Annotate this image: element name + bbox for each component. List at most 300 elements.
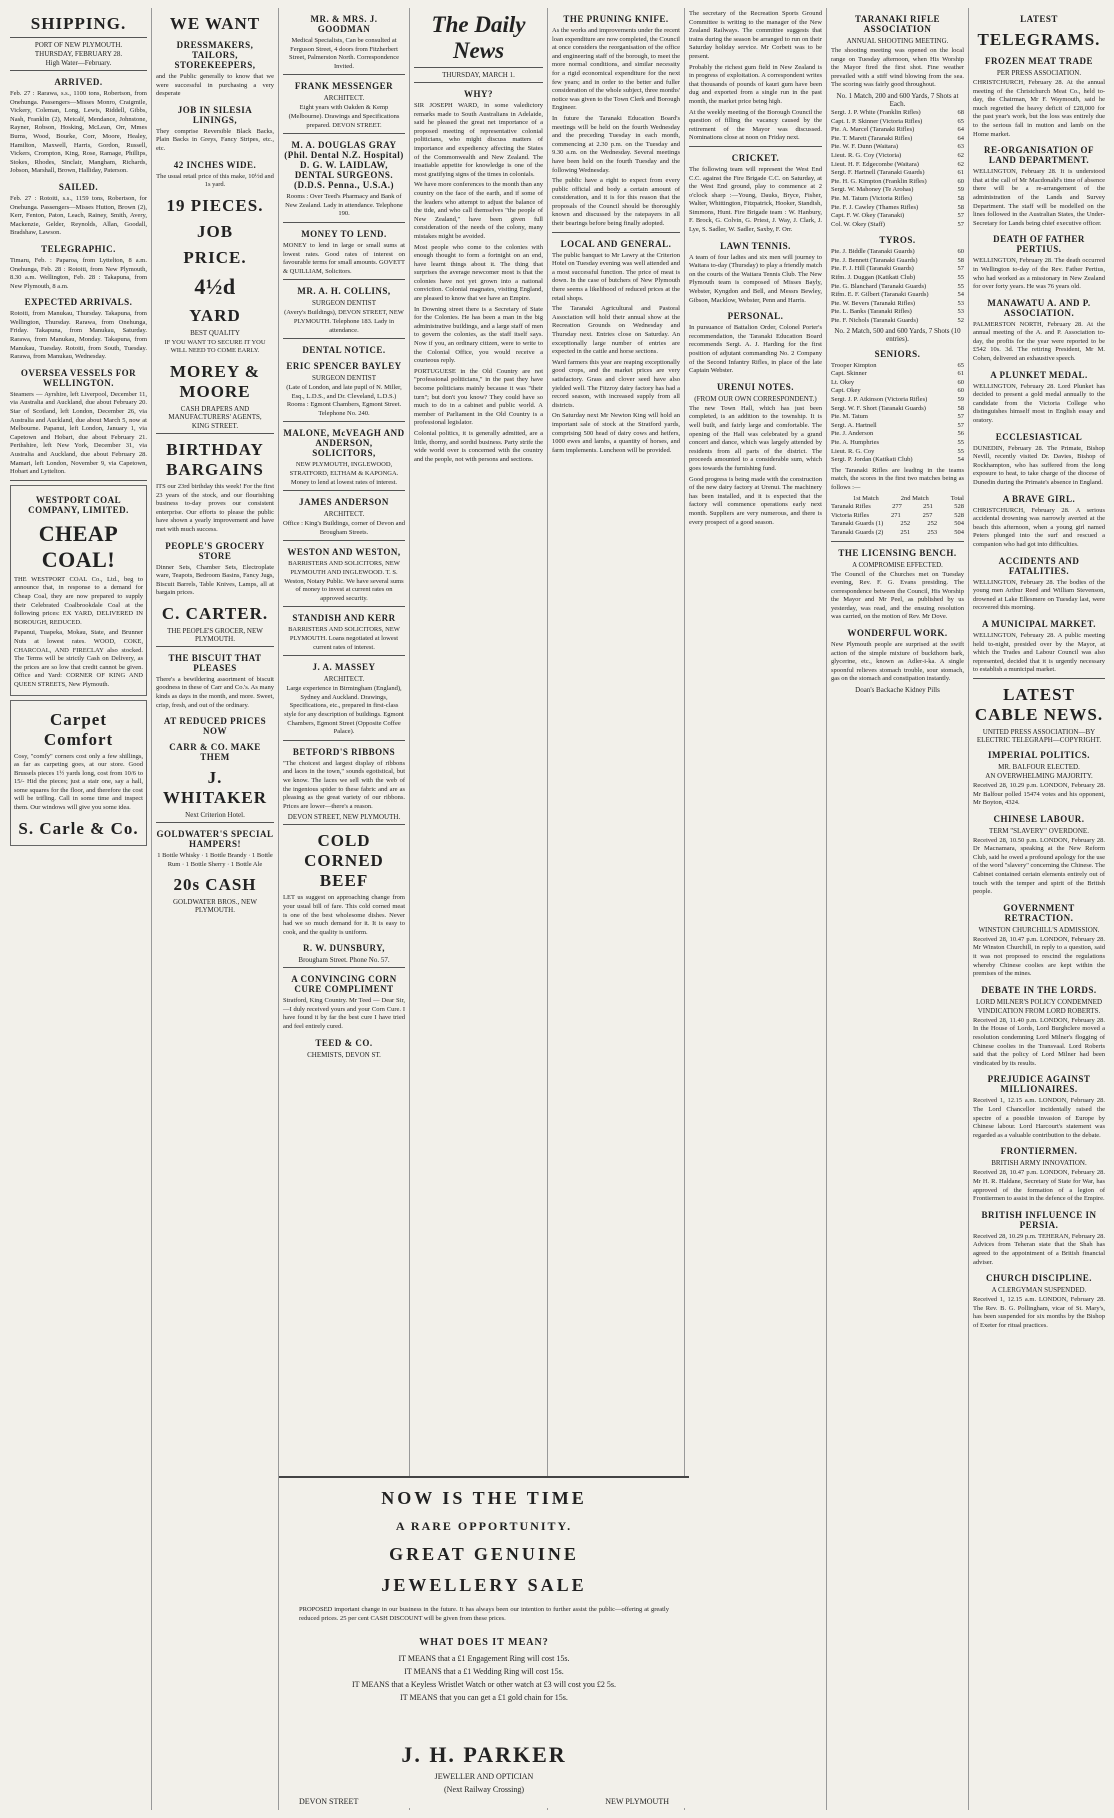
lords-text: Received 28, 11.40 p.m. LONDON, February 28. In the House of Lords, Lord Burghclere moved a resolution condemning Lord Milner's flogging of Chinese coolies in the Transvaal. Lord Roberts said that the policy of Lord Milner had been vindicated by its results. xyxy=(973,1016,1105,1067)
score-name: Rifm. E. F. Gilbert (Taranaki Guards) xyxy=(831,291,929,299)
reorg-text: WELLINGTON, February 28. It is understood that at the call of Mr Macdonald's time of absence there will be a re-arrangement of the administration of the Lands and Survey Department. The staff will be modelled on the lines followed in the Australian States, the Under-Secretary for Lands being chief executive officer. xyxy=(973,168,1105,227)
local-text-2: The Taranaki Agricultural and Pastoral Association will hold their annual show at the Recreation Grounds on Wednesday and Thursday next. Entries close on Saturday. An exceptionally large number of entries are expected in the cattle and horse sections. xyxy=(552,305,680,356)
score-name: Sergt. P. Jordan (Katikati Club) xyxy=(831,456,913,464)
job-heading: JOB xyxy=(196,221,234,241)
score-name: Pte. T. Marett (Taranaki Rifles) xyxy=(831,134,913,142)
whitaker-sub: Next Criterion Hotel. xyxy=(185,811,245,820)
score-value: 55 xyxy=(957,438,964,446)
accidents-text: WELLINGTON, February 28. The bodies of the young men Arthur Reed and William Stevenson, drowned at Lake Ellesmere on Tuesday last, were recovered this morning. xyxy=(973,578,1105,612)
score-name: Pte. L. Banks (Taranaki Rifles) xyxy=(831,308,912,316)
score-row xyxy=(831,169,964,178)
score-value: 60 xyxy=(957,248,964,256)
birthday-text: ITS our 23rd birthday this week! For the first 23 years of the stock, and our flourishing business to-day proves our consistent enterprise. Our efforts to please the public have shown a yearly improvement and have met with much success. xyxy=(156,482,274,533)
score-name: Rifm. J. Duggan (Katikati Club) xyxy=(831,274,916,282)
corned-text: LET us suggest on approaching change from your usual bill of fare. This cold corned meat is one of the best wholesome dishes. Never had we so much demand for it. It is easy to cook, and the quality is uniform. xyxy=(283,894,405,936)
chinese-text: Received 28, 10.50 p.m. LONDON, February 28. Dr Macnamara, speaking at the New Reform Club, said he owed a profound apology for the use of the word "slavery" concerning the Chinese. The Cabinet contained certain elements entirely out of touch with the temper and spirit of the British people. xyxy=(973,836,1105,896)
wonderful-heading: WONDERFUL WORK. xyxy=(847,628,948,639)
reorg-heading: RE-ORGANISATION OF LAND DEPARTMENT. xyxy=(983,145,1095,166)
plunket-text: WELLINGTON, February 28. Lord Plunket has decided to present a gold medal annually to the candidate from the Victoria College who distinguishes himself most in English essay and oratory. xyxy=(973,382,1105,425)
score-value: 65 xyxy=(957,361,964,369)
score-value: 58 xyxy=(957,203,964,211)
proposal-text: PROPOSED important change in our business in the future. It has always been our intention to further assist the public—offering at greatly reduced prices. 25 per cent CASH DISCOUNT will be given from these prices. xyxy=(299,1606,669,1622)
dunsbury-heading: R. W. DUNSBURY, xyxy=(302,943,386,954)
score-value: 57 xyxy=(957,413,964,421)
ribbons-heading: BETFORD'S RIBBONS xyxy=(292,746,396,757)
score-row xyxy=(831,221,964,230)
usual-price-text: The usual retail price of this make, 10½d and 1s yard. xyxy=(156,172,274,189)
balfour-text: Received 28, 10.29 p.m. LONDON, February 28. Mr Balfour polled 15474 votes and his opponent, Mr Boyton, 4324. xyxy=(973,781,1105,807)
yard-heading: YARD xyxy=(189,305,241,325)
brave-text: CHRISTCHURCH, February 28. A serious accidental drowning was narrowly averted at the beach this afternoon, when a young girl named Peters plunged into the surf and rescued a companion who had got into difficulties. xyxy=(973,506,1105,548)
convincing-heading: A CONVINCING CORN CURE COMPLIMENT xyxy=(291,974,397,995)
westport-coal-ad xyxy=(10,485,147,696)
score-row xyxy=(831,109,964,118)
score-row xyxy=(831,379,964,388)
rifle-subtitle: ANNUAL SHOOTING MEETING. xyxy=(846,37,949,45)
team-cell-t: 528 xyxy=(954,503,964,511)
sailed-text: Feb. 27 : Rotoiti, s.s., 1159 tons, Robertson, for Onehunga. Passengers—Misses Hutton, Brown (2), Kerr, Fenton, Paton, Leach, Rainey, Smith, Avery, Mackenzie, Gelder, Reynolds, Allan, Goodall, Bradshaw, Lawson. xyxy=(10,194,147,237)
laidlaw-heading: M. A. DOUGLAS GRAY (Phil. Dental N.Z. Hospital) D. G. W. LAIDLAW, DENTAL SURGEONS. (D.D.S. Penna., U.S.A.) xyxy=(284,140,404,191)
port-name: PORT OF NEW PLYMOUTH. xyxy=(34,41,123,49)
team-cell-b: 253 xyxy=(927,528,938,536)
messenger-heading: FRANK MESSENGER xyxy=(294,81,394,92)
team-cell-a: 252 xyxy=(900,520,911,528)
municipal-heading: A MUNICIPAL MARKET. xyxy=(982,618,1096,629)
pruning-text-2: In future the Taranaki Education Board's meetings will be held on the fourth Wednesday and the preceding Tuesday in each month, commencing at 2.30 p.m. on the Tuesday and 9.30 a.m. on the Wednesday. Several meetings have been held on the fourth Tuesday and the following Wednesday. xyxy=(552,114,680,174)
doans-text: Doan's Backache Kidney Pills xyxy=(855,686,940,695)
licensing-sub: A COMPROMISE EFFECTED. xyxy=(852,560,943,569)
teams-intro: The Taranaki Rifles are leading in the teams match, the scores in the first two matches being as follows :— xyxy=(831,466,964,491)
accidents-heading: ACCIDENTS AND FATALITIES. xyxy=(998,555,1080,576)
column-drapery-ads xyxy=(152,8,279,1810)
clergyman-heading: A CLERGYMAN SUSPENDED. xyxy=(991,1286,1087,1295)
best-quality: BEST QUALITY xyxy=(190,328,240,337)
vindication-heading: VINDICATION FROM LORD ROBERTS. xyxy=(977,1006,1101,1015)
carpet-text: Cosy, "comfy" corners cost only a few shillings, as far as carpeting goes, at our store. Good Brussels pieces 1½ yards long, cost from 10/6 to 15/- Hid the pieces; just a stair one, say a hall, some squares for the floor, and therefore the cost will be trifling. Call in some time and inspect them. Our windows will give you some idea. xyxy=(14,752,143,812)
cricket-text: The following team will represent the West End C.C. against the Fire Brigade C.C. on Saturday, at the West End ground, play to commence at 2 o'clock sharp :—Young, Dauks, Bryce, Fisher, Walter, Whittington, Fitzpatrick, Hooker, Standish, Simmons, Hunt. Fire Brigade team : W. Hanbury, F. Brock, G. Colvin, G. Priest, J. Way, J. Clark, J. Lye, S. Sadler, W. Sadler, Saxby, F. Orr. xyxy=(689,165,822,234)
score-row xyxy=(831,283,964,292)
massey-heading: J. A. MASSEY xyxy=(312,662,376,673)
score-value: 53 xyxy=(957,308,964,316)
team-cell-t: 504 xyxy=(954,520,964,528)
score-row xyxy=(831,396,964,405)
score-row xyxy=(831,413,964,422)
team-row xyxy=(831,512,964,521)
weston-heading: WESTON AND WESTON, xyxy=(287,547,401,558)
score-name: Lieut. H. F. Edgecombe (Waitara) xyxy=(831,160,919,168)
ecclesiastical-heading: ECCLESIASTICAL xyxy=(995,431,1083,442)
dressmakers-heading: DRESSMAKERS, TAILORS, STOREKEEPERS, xyxy=(174,40,256,70)
prejudice-text: Received 1, 12.15 a.m. LONDON, February 28. The Lord Chancellor incidentally raised the spectre of a possible invasion of Europe by Chinese labour. Lord Harcourt's statement was regarded as a valuable contribution to the debate. xyxy=(973,1097,1105,1139)
birthday-heading: BIRTHDAY BARGAINS xyxy=(166,439,264,479)
frontiermen-heading: FRONTIERMEN. xyxy=(1000,1146,1078,1157)
score-name: Pte. W. Bevers (Taranaki Rifles) xyxy=(831,299,916,307)
biscuit-heading: THE BISCUIT THAT PLEASES xyxy=(168,652,262,673)
score-name: Capt. Skinner xyxy=(831,370,867,378)
inches-heading: 42 INCHES WIDE. xyxy=(173,159,257,170)
score-name: Pte. F. J. Hill (Taranaki Guards) xyxy=(831,265,914,273)
carpet-ad xyxy=(10,700,147,846)
bayley-heading: ERIC SPENCER BAYLEY xyxy=(286,361,402,372)
churchill-heading: WINSTON CHURCHILL'S ADMISSION. xyxy=(978,925,1100,934)
secure-text: IF YOU WANT TO SECURE IT YOU WILL NEED TO COME EARLY. xyxy=(164,338,266,355)
malone-heading: MALONE, McVEAGH AND ANDERSON, SOLICITORS, xyxy=(283,428,405,459)
score-value: 60 xyxy=(957,177,964,185)
score-row xyxy=(831,212,964,221)
hamper-items: 1 Bottle Whisky · 1 Bottle Brandy · 1 Bottle Rum · 1 Bottle Sherry · 1 Bottle Ale xyxy=(157,852,273,868)
westport-title: WESTPORT COAL COMPANY, LIMITED. xyxy=(28,494,129,515)
why-text-2: We have more conferences to the month than any country on the face of the earth, and if some of the leaders who attempt to adjust the balance of the tide, and who call themselves "the people of New Zealand," have been given full consideration of the needs of the colony, many mistakes might be avoided. xyxy=(414,181,543,240)
score-name: Pte. A. Marcel (Taranaki Rifles) xyxy=(831,126,915,134)
personal-heading: PERSONAL. xyxy=(727,311,784,322)
why-text: SIR JOSEPH WARD, in some valedictory remarks made to South Australians in Adelaide, said he pleased the great net importance of a proposed meeting of representative colonial politicians, who might discuss matters of importance and expediency affecting the States of the Commonwealth and New Zealand. The insatiable appetite for knowledge is one of the most gratifying signs of the times in colonials. xyxy=(414,102,543,178)
collins-sub: SURGEON DENTIST xyxy=(312,299,376,308)
job-silesia-heading: JOB IN SILESIA LININGS, xyxy=(177,104,253,125)
score-row xyxy=(831,257,964,266)
why-heading: WHY? xyxy=(464,89,493,99)
score-name: Pte. M. Tatum xyxy=(831,413,868,421)
overwhelming-heading: AN OVERWHELMING MAJORITY. xyxy=(985,771,1093,780)
retraction-heading: GOVERNMENT RETRACTION. xyxy=(1003,902,1075,923)
match1-heading: No. 1 Match, 200 and 600 Yards, 7 Shots at Each. xyxy=(836,91,959,108)
score-row xyxy=(831,248,964,257)
wonderful-text: New Plymouth people are surprised at the swift action of the simple mixture of buckthorn bark, glycerine, etc., known as Adler-i-ka. A single spoonful relieves stomach trouble, sour stomach, gas on the stomach and constipation instantly. xyxy=(831,641,964,683)
hamper-price: 20s CASH xyxy=(173,875,257,895)
score-value: 59 xyxy=(957,396,964,403)
score-value: 54 xyxy=(957,456,964,464)
score-name: Capt. Okey xyxy=(831,387,861,395)
job-text: They comprise Reversible Black Backs, Plain Backs in Greys, Fancy Stripes, etc., etc. xyxy=(156,127,274,152)
team-cell-name: Victoria Rifles xyxy=(831,511,870,519)
peoples-heading: PEOPLE'S GROCERY STORE xyxy=(165,540,265,561)
urenui-text-2: Good progress is being made with the construction of the new dairy factory at Urenui. The machinery has been installed, and it is expected that the factory will commence operations early next month. Suppliers are very numerous, and there is every prospect of a good season. xyxy=(689,475,822,526)
score-row xyxy=(831,422,964,431)
team-row xyxy=(831,529,964,538)
newspaper-masthead: The Daily News xyxy=(431,12,526,63)
score-value: 54 xyxy=(957,291,964,299)
firm-sub: CASH DRAPERS AND MANUFACTURERS' AGENTS, xyxy=(168,404,262,421)
parker-street-row xyxy=(279,1798,689,1807)
score-value: 57 xyxy=(957,421,964,429)
what-does-heading: WHAT DOES IT MEAN? xyxy=(419,1637,549,1649)
rifle-title: TARANAKI RIFLE ASSOCIATION xyxy=(854,14,941,34)
price-heading: PRICE. xyxy=(183,247,247,267)
high-water-heading: High Water—February. xyxy=(45,59,112,67)
malone-text: NEW PLYMOUTH, INGLEWOOD, STRATFORD, ELTHAM & KAPONGA. Money to lend at lowest rates of interest. xyxy=(289,461,399,486)
score-name: Capt. F. W. Okey (Taranaki) xyxy=(831,212,905,220)
imperial-heading: IMPERIAL POLITICS. xyxy=(987,749,1091,760)
laidlaw-text: Rooms : Over Teed's Pharmacy and Bank of New Zealand. Lady in attendance. Telephone 190. xyxy=(285,193,403,218)
bayley-sub: SURGEON DENTIST xyxy=(312,374,376,383)
carpet-firm: S. Carle & Co. xyxy=(18,818,139,838)
score-value: 61 xyxy=(957,169,964,177)
score-name: Pte. A. Humphries xyxy=(831,438,880,446)
morey-moore-firm: MOREY & MOORE xyxy=(170,361,260,401)
score-name: Pte. H. G. Kimpton (Franklin Rifles) xyxy=(831,177,927,185)
column-shipping xyxy=(6,8,152,1810)
manawatu-heading: MANAWATU A. AND P. ASSOCIATION. xyxy=(987,297,1091,318)
whitaker-heading: J. WHITAKER xyxy=(162,768,268,808)
team-cell-t: 504 xyxy=(954,528,964,536)
issue-date: THURSDAY, MARCH 1. xyxy=(442,71,515,79)
dental-heading: DENTAL NOTICE. xyxy=(302,345,386,356)
score-value: 53 xyxy=(957,299,964,307)
scores-list-3 xyxy=(831,362,964,465)
death-text: WELLINGTON, February 28. The death occurred in Wellington to-day of the Rev. Father Pertius, who had worked as a missionary in New Zealand for over forty years. He was 76 years old. xyxy=(973,257,1105,291)
score-value: 58 xyxy=(957,404,964,412)
score-name: Pte. M. Tatum (Victoria Rifles) xyxy=(831,194,912,202)
score-row xyxy=(831,178,964,187)
grocery-text: Dinner Sets, Chamber Sets, Electroplate ware, Teapots, Bedroom Basins, Fancy Jugs, Biscuit Barrels, Table Knives, Lamps, all at bargain prices. xyxy=(156,563,274,597)
team-cell-name: Taranaki Guards (2) xyxy=(831,528,884,536)
parker-heading: J. H. PARKER xyxy=(401,1742,567,1768)
match2-heading: No. 2 Match, 500 and 600 Yards, 7 Shots (10 entries). xyxy=(834,326,961,343)
seniors-heading: SENIORS. xyxy=(874,348,921,359)
score-value: 59 xyxy=(957,186,964,194)
team-cell-b: 251 xyxy=(923,503,933,511)
score-name: Lieut. R. G. Coy (Victoria) xyxy=(831,151,902,159)
score-row xyxy=(831,448,964,457)
teams-header-1: 1st Match xyxy=(852,494,879,502)
score-value: 57 xyxy=(957,212,964,220)
we-want-heading: WE WANT xyxy=(169,14,261,33)
score-value: 52 xyxy=(957,317,964,325)
score-name: Trooper Kimpton xyxy=(831,361,877,369)
shipping-date: THURSDAY, FEBRUARY 28. xyxy=(34,50,123,58)
score-name: Sergt. F. Hartnell (Taranaki Guards) xyxy=(831,169,925,177)
score-value: 56 xyxy=(957,430,964,438)
oversea-heading: OVERSEA VESSELS FOR WELLINGTON. xyxy=(20,367,137,388)
team-row xyxy=(831,503,964,512)
brave-heading: A BRAVE GIRL. xyxy=(1002,493,1076,504)
jewellery-sale-ad xyxy=(279,1476,689,1808)
score-value: 55 xyxy=(957,282,964,290)
telegraphic-heading: TELEGRAPHIC. xyxy=(41,243,116,254)
score-value: 58 xyxy=(957,256,964,264)
score-row xyxy=(831,300,964,309)
ribbons-address: DEVON STREET, NEW PLYMOUTH. xyxy=(287,813,401,822)
biscuit-text: There's a bewildering assortment of biscuit goodness in these of Carr and Co.'s. As many kinds as days in the month, and more. Sweet, crisp, fresh, and out of the ordinary. xyxy=(156,675,274,709)
teams-header-row xyxy=(831,495,964,504)
standish-heading: STANDISH AND KERR xyxy=(292,613,396,624)
frozen-heading: FROZEN MEAT TRADE xyxy=(984,56,1093,66)
scores-list-1 xyxy=(831,109,964,229)
secretary-text: The secretary of the Recreation Sports Ground Committee is writing to the manager of the New Zealand Railways. The committee suggests that trains during the season be arranged to run on their Saturday holiday service. Mr Corbett was to be present. xyxy=(689,10,822,60)
dress-text: and the Public generally to know that we were successful in purchasing a very desperate xyxy=(156,73,274,98)
rare-heading: A RARE OPPORTUNITY. xyxy=(395,1519,573,1533)
pruning-text-3: The public have a right to expect from every public official and body a certain amount of consideration, and it is for this reason that the proposals of the Council should be thoroughly known and discussed by the ratepayers in all their bearings before being finally adopted. xyxy=(552,177,680,228)
pruning-text: As the works and improvements under the recent loan expenditure are now completed, the Council at once considers the reorganisation of the office and engineering staff of the borough, to meet the more normal conditions, and similar necessity for a rigid economical expenditure for the next few years; and in order to the better and fuller consideration of the whole subject, three months' notice was given to the Town Clerk and Borough Engineer. xyxy=(552,27,680,112)
messenger-text: Eight years with Oakden & Kemp (Melbourne). Drawings and Specifications prepared. DEVON STREET. xyxy=(288,104,400,129)
score-value: 55 xyxy=(957,447,964,455)
messenger-sub: ARCHITECT. xyxy=(323,94,365,103)
teed-heading: TEED & CO. xyxy=(315,1037,373,1048)
score-name: Sergt. J. P. White (Franklin Rifles) xyxy=(831,108,921,116)
telegrams-heading: TELEGRAMS. xyxy=(977,30,1101,49)
tyros-heading: TYROS. xyxy=(879,235,916,246)
score-row xyxy=(831,118,964,127)
church-text: Received 1, 12.15 a.m. LONDON, February 28. The Rev. B. G. Pollingham, vicar of St. Mary's, has been suspended for six months by the Bishop of Exeter for ritual practices. xyxy=(973,1296,1105,1329)
arrived-text: Feb. 27 : Rarawa, s.s., 1100 tons, Robertson, from Onehunga. Passengers—Misses Monro, Craigmile, Vickery, Coleman, Long, Lewis, Riddell, Gibbs, Nash, Franklin (2), Metcalf, Mendance, Johnstone, Rayner, Robson, Hosking, McLean, Orr, Mmes Burns, Wood, Bourke, Corr, Moore, Healey, Hamilton, Maxwell, Harris, Gordon, Russell, Vickers, Crompton, King, Rose, Ramage, Phillips, Stokes, Rhodes, Sinclair, Mangham, Richards, Jobson, Marshall, Brown, Halliday, Paterson. xyxy=(10,90,147,175)
score-row xyxy=(831,195,964,204)
bayley-text: (Late of London, and late pupil of N. Miller, Esq., L.D.S., and Dr. Cleveland, L.D.S.) Rooms : Egmont Chambers, Egmont Street. Telephone No. 240. xyxy=(286,384,402,417)
score-row xyxy=(831,317,964,326)
urenui-sub: (FROM OUR OWN CORRESPONDENT.) xyxy=(694,394,817,403)
score-row xyxy=(831,143,964,152)
church-heading: CHURCH DISCIPLINE. xyxy=(985,1273,1092,1284)
team-cell-b: 257 xyxy=(922,511,933,519)
score-value: 55 xyxy=(957,274,964,282)
score-row xyxy=(831,152,964,161)
score-row xyxy=(831,308,964,317)
score-row xyxy=(831,274,964,283)
money-text: MONEY to lend in large or small sums at lowest rates. Good rates of interest on favourable terms for small amounts. GOVETT & QUILLIAM, Solicitors. xyxy=(283,241,405,275)
licensing-heading: THE LICENSING BENCH. xyxy=(838,547,957,558)
score-value: 68 xyxy=(957,108,964,116)
score-value: 57 xyxy=(957,265,964,273)
oversea-text: Steamers — Ayrshire, left Liverpool, December 11, via Australia and Auckland, due about February 20. Star of Scotland, left London, December 26, via Australia and Auckland, due about March 5, now at Melbourne. Papanui, left London, January 1, via Capetown and Hobart, due about February 21. Perthshire, left New York, December 31, via Australia and Auckland, due about February 28. Mamari, left London, November 9, via Capetown, Hobart and Lyttelton. xyxy=(10,390,147,476)
municipal-text: WELLINGTON, February 28. A public meeting held to-night, presided over by the Mayor, at which the Trades and Labour Council was also represented, decided that it is urgently necessary to establish a municipal market. xyxy=(973,631,1105,674)
secretary-text-2: Probably the richest gum field in New Zealand is in progress of exploitation. A correspondent writes that thousands of pounds of kauri gum have been dug and exported from a single run in the past month, the market price being high. xyxy=(689,63,822,105)
score-value: 65 xyxy=(957,117,964,125)
urenui-heading: URENUI NOTES. xyxy=(716,381,794,392)
personal-text: In pursuance of Battalion Order, Colonel Porter's recommendation, the Taranaki Education Board recommends Sergt. A. J. Harding for the first position of adjutant commanding No. 2 Company of the Second Infantry Rifles, in place of the late Captain Webster. xyxy=(689,324,822,375)
churchill-text: Received 28, 10.47 p.m. LONDON, February 28. Mr Winston Churchill, in reply to a question, said it was not proposed to rescind the regulations whereby Chinese coolies are kept within the premises of the mines. xyxy=(973,935,1105,978)
score-name: Pte. J. Biddle (Taranaki Guards) xyxy=(831,248,915,256)
press-association-1: PER PRESS ASSOCIATION. xyxy=(996,69,1082,77)
why-text-5: PORTUGUESE in the Old Country are not "professional politicians," in the past they have become politicians mainly because it was "their turn"; but don't you know? They could have so much to do in a cabinet and public world. A member of Parliament in the Old Country is a professional legislator. xyxy=(414,367,543,427)
score-row xyxy=(831,126,964,135)
chinese-heading: CHINESE LABOUR. xyxy=(993,813,1085,824)
secretary-text-3: At the weekly meeting of the Borough Council the question of filling the vacancy caused by the retirement of the Mayor was discussed. Nominations close at noon on Friday next. xyxy=(689,108,822,142)
parker-sub: JEWELLER AND OPTICIAN xyxy=(434,1772,534,1782)
column-rifle-association xyxy=(827,8,969,1810)
reduced-heading: AT REDUCED PRICES NOW xyxy=(163,716,267,737)
scores-list-2 xyxy=(831,248,964,325)
score-row xyxy=(831,186,964,195)
teams-header-3: Total xyxy=(950,494,964,502)
score-value: 60 xyxy=(957,387,964,395)
why-text-4: In Downing street there is a Secretary of State for the Colonies. He has been a man in the big administrative buildings, and a large staff of men to govern the colonies, as the staff itself says. Now if you, an ordinary citizen, were to write to the Colonial Office, you would receive a courteous reply. xyxy=(414,305,543,365)
firm-address: KING STREET. xyxy=(191,421,239,430)
score-name: Pte. J. Anderson xyxy=(831,430,874,438)
team-cell-name: Taranaki Guards (1) xyxy=(831,520,884,528)
score-row xyxy=(831,439,964,448)
score-name: Capt. I. P. Skinner (Victoria Rifles) xyxy=(831,117,923,125)
score-name: Pte. W. F. Dunn (Waitara) xyxy=(831,143,899,151)
score-row xyxy=(831,265,964,274)
corned-heading: COLD CORNED BEEF xyxy=(304,831,384,891)
score-row xyxy=(831,161,964,170)
collins-heading: MR. A. H. COLLINS, xyxy=(297,286,391,297)
carr-heading: CARR & CO. MAKE THEM xyxy=(169,742,261,763)
score-value: 61 xyxy=(957,370,964,378)
coal-text-2: Papanui, Tuapeka, Mokau, State, and Brunner Nuts at lowest rates. WOOD, COKE, CHARCOAL, AND FIRECLAY also stocked. The Terms will be strictly Cash on Delivery, as the prices are so low that credit cannot be given. Office and Yard: CORNER OF KING AND QUEEN STREETS, New Plymouth. xyxy=(14,629,143,688)
tennis-heading: LAWN TENNIS. xyxy=(720,240,791,251)
carpet-title: Carpet Comfort xyxy=(43,709,114,749)
telegraphic-text: Timaru, Feb. : Paparoa, from Lyttelton, 8 a.m. Onehunga, Feb. 28 : Rotoiti, from New Plymouth, 8.30 a.m. Wellington, Feb. 28 : Takapuna, from New Plymouth, 8 a.m. xyxy=(10,256,147,290)
money-heading: MONEY TO LEND. xyxy=(301,228,387,239)
death-heading: DEATH OF FATHER PERTIUS. xyxy=(993,234,1085,255)
score-name: Sergt. A. Hartnell xyxy=(831,421,877,429)
team-cell-a: 277 xyxy=(892,503,902,511)
street-left: DEVON STREET xyxy=(299,1797,359,1807)
why-text-6: Colonial politics, it is generally admitted, are a little, thorny, and sordid business. Party strife the wide world over is concerned with the country and the people, not with persons and sections. xyxy=(414,429,543,463)
expected-heading: EXPECTED ARRIVALS. xyxy=(24,297,133,308)
collins-text: (Avery's Buildings), DEVON STREET, NEW PLYMOUTH. Telephone 183. Lady in attendance. xyxy=(284,309,404,334)
eccl-text: DUNEDIN, February 28. The Primate, Bishop Nevill, recently visited Dr. Davies, Bishop of Rockhampton, who has suffered from the long exposure to heat, to take charge of the diocese of Dunedin during the Primate's absence in England. xyxy=(973,444,1105,486)
carter-heading: C. CARTER. xyxy=(161,603,269,623)
now-is-heading: NOW IS THE TIME xyxy=(381,1488,587,1508)
licensing-text: The Council of the Churches met on Tuesday evening, Rev. F. G. Evans presiding. The correspondence between the Council, His Worship the Mayor and Mr Peel, as published by us yesterday, was read, and the ensuing resolution was carried, on the motion of Rev. Mr Dove. xyxy=(831,570,964,621)
carter-sub: THE PEOPLE'S GROCER, NEW PLYMOUTH. xyxy=(167,626,263,643)
goodman-heading: MR. & MRS. J. GOODMAN xyxy=(310,14,378,34)
score-value: 58 xyxy=(957,194,964,202)
milner-heading: LORD MILNER'S POLICY CONDEMNED xyxy=(975,997,1103,1006)
means-3: IT MEANS that a Keyless Wristlet Watch or other watch at £3 will cost you £2 5s. xyxy=(351,1680,617,1690)
rifle-intro: The shooting meeting was opened on the local range on Tuesday afternoon, when His Worship the Mayor fired the first shot. Fine weather prevailed with a stiff wind blowing from the sea. The scoring was fairly good throughout. xyxy=(831,47,964,89)
score-name: Lieut. R. G. Coy xyxy=(831,447,875,455)
cable-sub: UNITED PRESS ASSOCIATION—BY ELECTRIC TELEGRAPH—COPYRIGHT. xyxy=(976,727,1102,744)
weston-text: BARRISTERS AND SOLICITORS, NEW PLYMOUTH AND INGLEWOOD. T. S. Weston, Notary Public. We have several sums of money to invest at current rates on approved security. xyxy=(284,560,404,602)
persia-heading: BRITISH INFLUENCE IN PERSIA. xyxy=(981,1209,1097,1230)
persia-text: Received 28, 10.29 p.m. TEHERAN, February 28. Advices from Teheran state that the Shah has agreed to the appointment of a British financial adviser. xyxy=(973,1232,1105,1266)
team-cell-a: 251 xyxy=(900,528,911,536)
score-name: Pte. F. J. Cawley (Thames Rifles) xyxy=(831,203,919,211)
score-value: 64 xyxy=(957,126,964,134)
local-text-4: On Saturday next Mr Newton King will hold an important sale of stock at the Stratford yards, comprising 500 head of dairy cows and heifers, 1000 ewes and lambs, a quantity of horses, and farm implements. Luncheon will be provided. xyxy=(552,412,680,454)
anderson-text: Office : King's Buildings, corner of Devon and Brougham Streets. xyxy=(283,520,405,536)
score-name: Sergt. W. Mahoney (Te Arohas) xyxy=(831,186,914,194)
anderson-heading: JAMES ANDERSON xyxy=(299,497,389,508)
frontier-sub: BRITISH ARMY INNOVATION. xyxy=(991,1159,1087,1168)
ribbons-text: "The choicest and largest display of ribbons and laces in the town," sounds egotistical, but we know. The laces we sell with the web of the ingenious spider to these fabric and are as pleasing as the great variety of our ribbons. Prices are lower—there's a reason. xyxy=(283,759,405,810)
score-name: Pte. F. Nichols (Taranaki Guards) xyxy=(831,317,919,325)
score-value: 60 xyxy=(957,378,964,386)
goodman-text: Medical Specialists, Can be consulted at Ferguson Street, 4 doors from Fitzherbert Street, Palmerston North. Correspondence Invited. xyxy=(289,37,399,70)
teams-header-2: 2nd Match xyxy=(900,494,929,502)
means-4: IT MEANS that you can get a £1 gold chain for 15s. xyxy=(400,1693,568,1703)
team-row xyxy=(831,520,964,529)
score-name: Sergt. J. P. Atkinson (Victoria Rifles) xyxy=(831,396,928,403)
coal-text: THE WESTPORT COAL Co., Ltd., beg to announce that, in response to a demand for Cheap Coal, they are now prepared to supply their Celebrated Coalbrookdale Coal at the following prices: EX YARD, DELIVERED IN BOROUGH, REDUCED. xyxy=(14,575,143,626)
manawatu-text: PALMERSTON NORTH, February 28. At the annual meeting of the A. and P. Association to-day, the profits for the year were reported to be £542 10s. 3d. The retiring President, Mr M. Cohen, delivered an exhaustive speech. xyxy=(973,320,1105,363)
cable-heading: LATEST CABLE NEWS. xyxy=(974,684,1104,724)
massey-text: Large experience in Birmingham (England), Sydney and Auckland. Drawings, Specifications, etc., prepared in first-class style for any description of buildings. Egmont Chambers, Egmont Street (Opposite Coffee Palace). xyxy=(284,685,404,736)
slavery-heading: TERM "SLAVERY" OVERDONE. xyxy=(989,826,1089,835)
means-1: IT MEANS that a £1 Engagement Ring will cost 15s. xyxy=(398,1654,570,1664)
score-value: 63 xyxy=(957,143,964,151)
score-row xyxy=(831,387,964,396)
score-value: 62 xyxy=(957,151,964,159)
score-value: 57 xyxy=(957,220,964,228)
sailed-heading: SAILED. xyxy=(58,181,99,192)
jewellery-heading: JEWELLERY SALE xyxy=(381,1575,587,1595)
standish-text: BARRISTERS AND SOLICITORS, NEW PLYMOUTH. Loans negotiated at lowest current rates of interest. xyxy=(288,626,400,651)
urenui-text: The new Town Hall, which has just been completed, is an addition to the township. It is well built, and fairly large and comfortable. The opening of the Hall was celebrated by a grand concert and dance, which was largely attended by residents from all parts of the district. The proceeds amounted to a considerable sum, which goes towards the furnishing fund. xyxy=(689,404,822,472)
score-name: Col. W. Okey (Staff) xyxy=(831,220,885,228)
local-text-3: Ward farmers this year are reaping exceptionally good crops, and the market prices are very satisfactory. Grass and clover seed have also yielded well. The Fitzroy dairy factory has had a record season, with increased supply from all districts. xyxy=(552,358,680,409)
lords-heading: DEBATE IN THE LORDS. xyxy=(981,984,1097,995)
teams-table xyxy=(831,503,964,537)
corn-text: Stratford, King Country. Mr Teed — Dear Sir,—I duly received yours and your Corn Cure. I have found it by far the best cure I have tried and feel entirely cured. xyxy=(283,997,405,1031)
great-heading: GREAT GENUINE xyxy=(389,1544,579,1564)
tennis-text: A team of four ladies and six men will journey to Waitara to-day (Thursday) to play a friendly match on the courts of the Waitara Tennis Club. The New Plymouth team is composed of Misses Bayly, Webster, Kyngdon and Bell, and Messrs Bewley, Gibson, Macklow, Webster, Penn and Harris. xyxy=(689,253,822,304)
pieces-heading: 19 PIECES. xyxy=(166,195,264,215)
means-2: IT MEANS that a £1 Wedding Ring will cost 15s. xyxy=(404,1667,564,1677)
why-text-3: Most people who come to the colonies with enough thought to form a fortnight on an end, have learnt things about it. The thing that surprises the average newcomer most is that the colonies have not yet grown into a national conviction. Colonial magnates, visiting England, are pleased to know that we have an Empire. xyxy=(414,243,543,303)
prejudice-heading: PREJUDICE AGAINST MILLIONAIRES. xyxy=(987,1074,1091,1095)
